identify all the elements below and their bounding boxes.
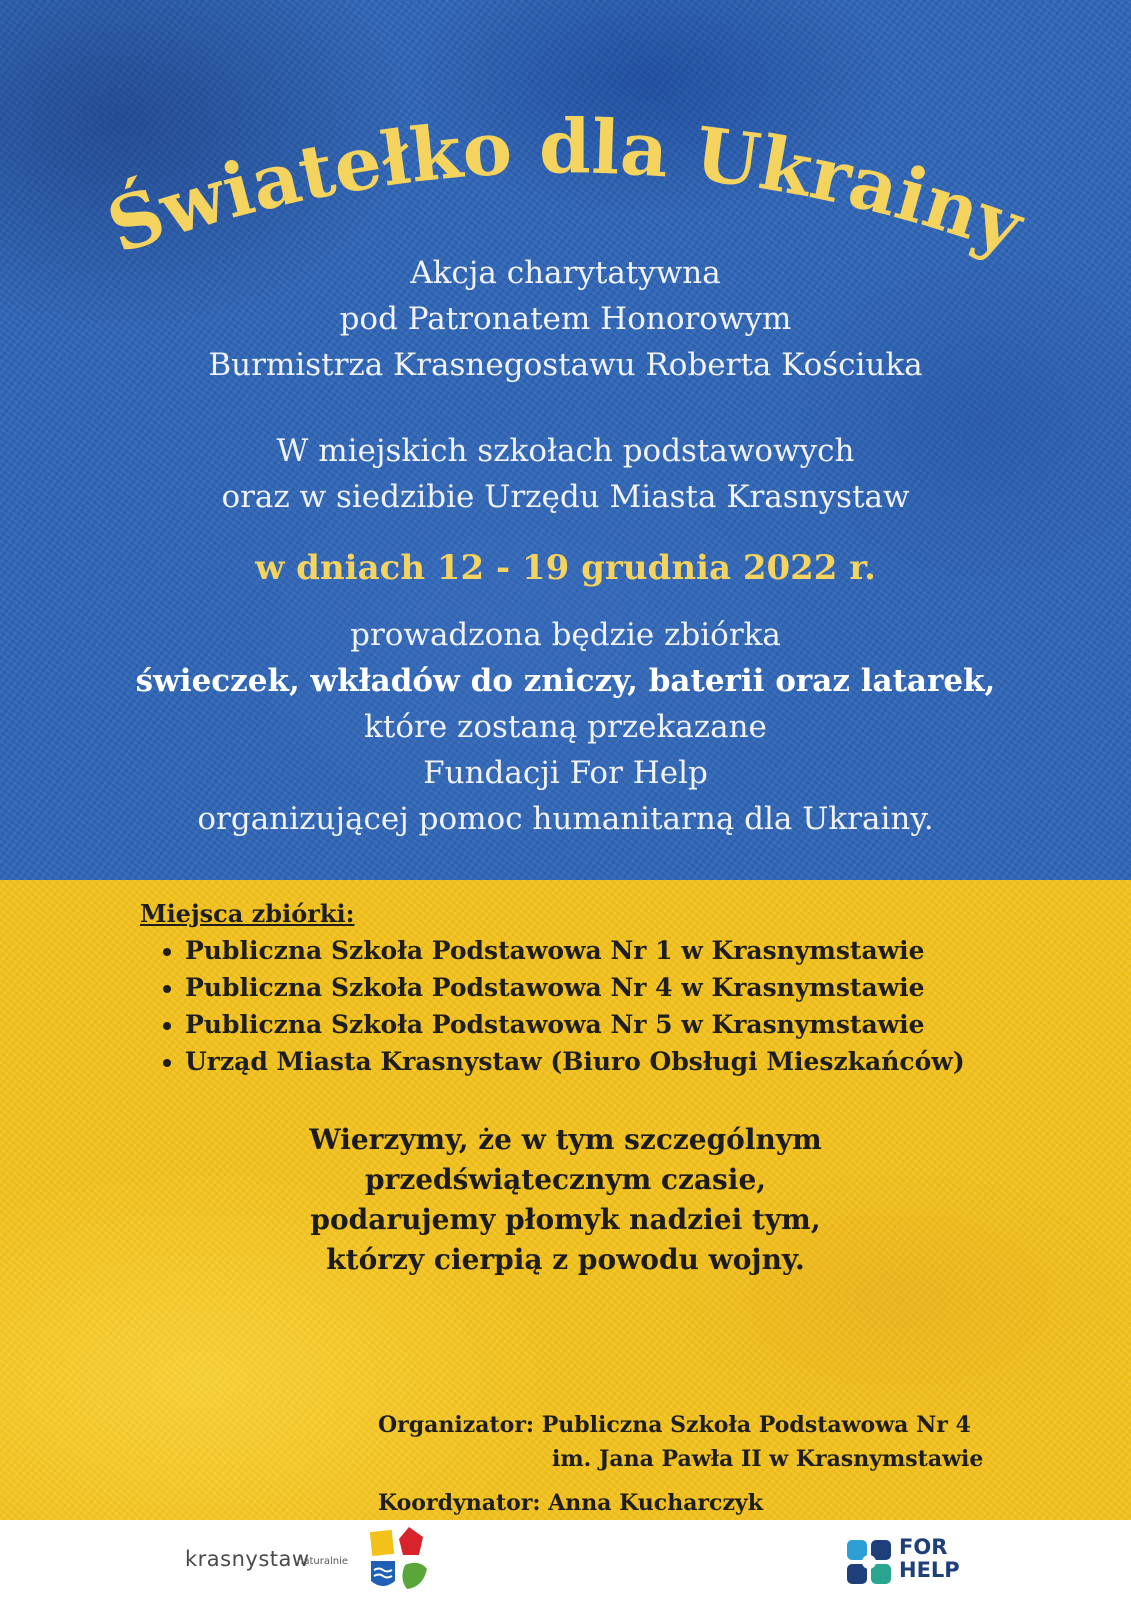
place-item: • Publiczna Szkoła Podstawowa Nr 4 w Krasnymstawie (185, 969, 965, 1006)
svg-text:Światełko dla Ukrainy (97, 104, 1035, 271)
belief-message (0, 1120, 1131, 1280)
helping-hands-icon (845, 1538, 893, 1586)
collection-places (140, 895, 965, 1080)
location-line-1: W miejskich szkołach podstawowych (276, 433, 855, 469)
coordinator: Koordynator: Anna Kucharczyk (378, 1490, 763, 1516)
forhelp-line-1: FOR (899, 1535, 948, 1559)
forhelp-wordmark (899, 1536, 960, 1582)
collection-block (0, 612, 1131, 842)
place-item: • Publiczna Szkoła Podstawowa Nr 5 w Krasnymstawie (185, 1006, 965, 1043)
intro-line-3: Burmistrza Krasnegostawu Roberta Kościuka (208, 347, 923, 383)
organizer-line-1: Organizator: Publiczna Szkoła Podstawowa Nr 4 (378, 1412, 971, 1438)
forhelp-line-2: HELP (899, 1558, 960, 1582)
collection-line-4: Fundacji For Help (423, 755, 708, 791)
intro-block (0, 250, 1131, 388)
collection-line-1: prowadzona będzie zbiórka (350, 617, 781, 653)
krasnystaw-emblem-icon (365, 1525, 435, 1595)
organizer-line-2: im. Jana Pawła II w Krasnymstawie (552, 1446, 984, 1472)
place-item: • Publiczna Szkoła Podstawowa Nr 1 w Krasnymstawie (185, 932, 965, 969)
forhelp-logo (845, 1534, 975, 1590)
event-date: w dniach 12 - 19 grudnia 2022 r. (255, 548, 876, 588)
intro-line-2: pod Patronatem Honorowym (339, 301, 792, 337)
belief-line-1: Wierzymy, że w tym szczególnym (309, 1123, 822, 1156)
krasnystaw-wordmark: krasnystaw (185, 1547, 310, 1571)
collection-line-3: które zostaną przekazane (364, 709, 767, 745)
collection-line-5: organizującej pomoc humanitarną dla Ukrainy. (197, 801, 934, 837)
place-item: • Urząd Miasta Krasnystaw (Biuro Obsługi Mieszkańców) (185, 1043, 965, 1080)
location-block (0, 428, 1131, 520)
intro-line-1: Akcja charytatywna (410, 255, 721, 291)
location-line-2: oraz w siedzibie Urzędu Miasta Krasnystaw (221, 479, 910, 515)
krasnystaw-logo (185, 1525, 435, 1595)
places-list (140, 932, 965, 1080)
belief-line-4: którzy cierpią z powodu wojny. (326, 1243, 805, 1276)
belief-line-2: przedświątecznym czasie, (364, 1163, 767, 1196)
title-text: Światełko dla Ukrainy (97, 104, 1034, 271)
krasnystaw-tagline: naturalnie (297, 1556, 349, 1567)
places-heading: Miejsca zbiórki: (140, 899, 355, 928)
collection-items: świeczek, wkładów do zniczy, baterii oraz latarek, (135, 663, 996, 699)
belief-line-3: podarujemy płomyk nadziei tym, (310, 1203, 821, 1236)
